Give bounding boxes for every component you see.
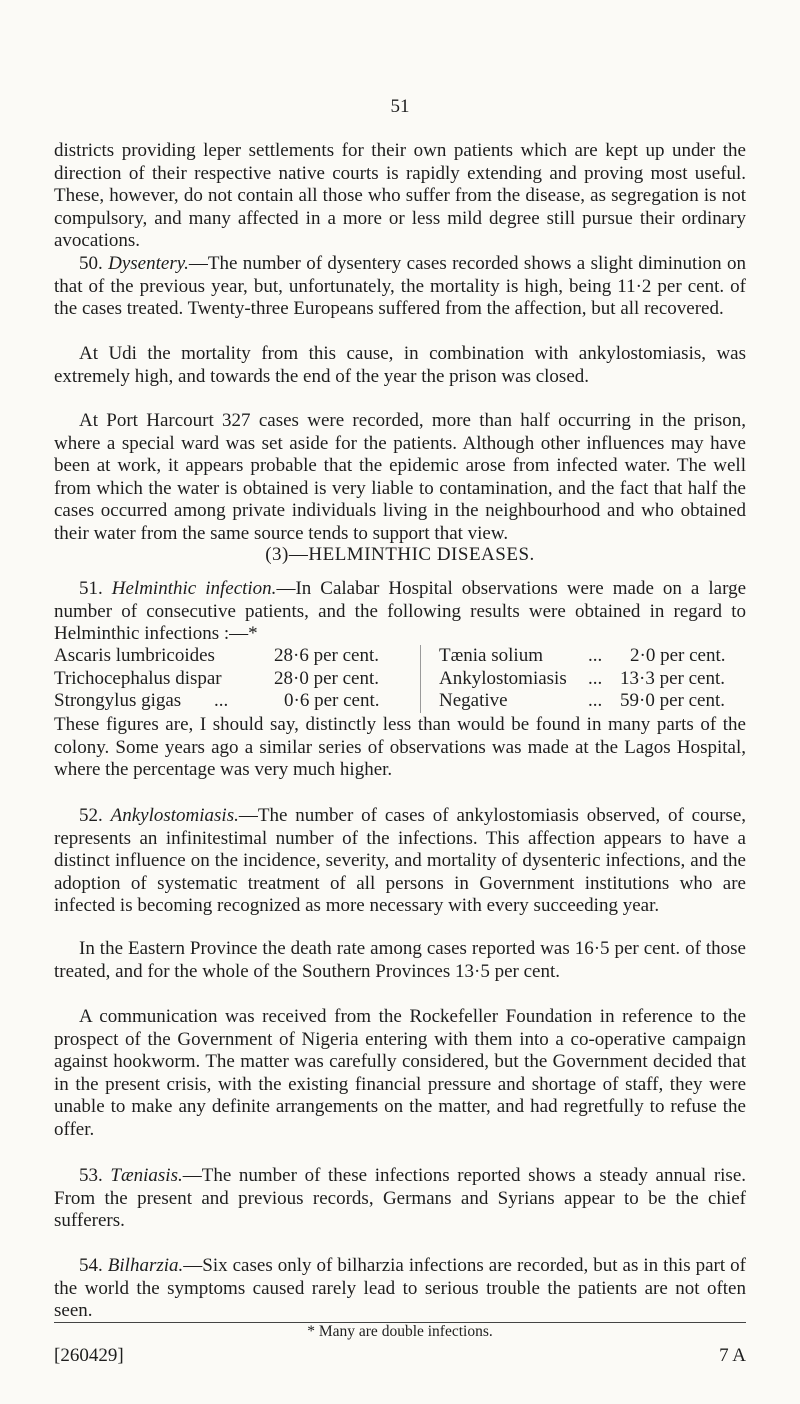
page-number: 51	[390, 96, 410, 117]
stats-value: 28·6 per cent.	[274, 645, 379, 666]
stats-name: Negative	[439, 690, 508, 711]
stats-value: 13·3 per cent.	[620, 667, 725, 689]
stats-column-right	[420, 645, 746, 713]
stats-value: 0·6 per cent.	[284, 690, 380, 711]
paragraph-udi-text: At Udi the mortality from this cause, in combination with ankylostomiasis, was extremely high, and towards the end of the year the prison was closed.	[54, 343, 746, 387]
paragraph-52-heading: Ankylostomiasis.	[110, 805, 239, 826]
stats-row	[430, 690, 746, 713]
footnote: * Many are double infections.	[307, 1323, 493, 1340]
paragraph-53-heading: Tæniasis.	[110, 1165, 183, 1186]
stats-dots: ...	[588, 690, 603, 711]
paragraph-50-number: 50.	[79, 253, 103, 274]
paragraph-51-text: —In Calabar Hospital observations were made on a large number of consecutive patients, and the following results were obtained in regard to Helminthic infections :—*	[54, 578, 747, 644]
stats-value: 2·0 per cent.	[630, 645, 726, 666]
paragraph-54-bilharzia	[54, 1255, 746, 1323]
signature-mark: 7 A	[719, 1345, 746, 1366]
paragraph-port-harcourt	[54, 410, 746, 545]
paragraph-figures	[54, 714, 746, 782]
stats-row	[430, 668, 746, 691]
paragraph-52-text: —The number of cases of ankylostomiasis observed, of course, represents an infinitestimal number of the infections. This affection appears to have a distinct influence on the incidence, severity, and mortality of dysenteric infections, and the adoption of systematic treatment of all persons in Government institutions who are infected is becoming recognized as more necessary with every succeeding year.	[54, 805, 746, 916]
paragraph-rockefeller-text: A communication was received from the Rockefeller Foundation in reference to the prospect of the Government of Nigeria entering with them into a co-operative campaign against hookworm. The matter was carefully considered, but the Government decided that in the present crisis, with the existing financial pressure and shortage of staff, they were unable to make any definite arrangements on the matter, and had regretfully to refuse the offer.	[54, 1006, 746, 1140]
paragraph-eastern-province	[54, 938, 746, 983]
stats-name: Tænia solium	[439, 645, 543, 666]
stats-dots: ...	[588, 667, 603, 689]
paragraph-50-heading: Dysentery.	[108, 253, 189, 274]
stats-value: 59·0 per cent.	[620, 690, 725, 711]
print-reference: [260429]	[54, 1345, 124, 1366]
paragraph-54-number: 54.	[79, 1255, 103, 1276]
paragraph-rockefeller	[54, 1006, 746, 1141]
stats-row	[430, 645, 746, 668]
paragraph-51-helminthic	[54, 578, 746, 646]
paragraph-udi	[54, 343, 746, 388]
paragraph-51-number: 51.	[79, 578, 103, 599]
stats-name: Strongylus gigas	[54, 690, 182, 711]
paragraph-figures-text: These figures are, I should say, distinctly less than would be found in many parts of the colony. Some years ago a similar series of observations was made at the Lagos Hospital, where the percentage was very much higher.	[54, 714, 746, 780]
stats-row	[54, 645, 394, 668]
stats-value: 28·0 per cent.	[274, 667, 379, 689]
stats-name: Trichocephalus dispar	[54, 667, 222, 689]
stats-column-left	[54, 645, 394, 713]
paragraph-52-ankylostomiasis	[54, 805, 746, 918]
stats-row	[54, 668, 394, 691]
paragraph-intro	[54, 140, 746, 253]
paragraph-54-text: —Six cases only of bilharzia infections are recorded, but as in this part of the world the symptoms caused rarely lead to serious trouble the patients are not often seen.	[54, 1255, 747, 1321]
stats-name: Ankylostomiasis	[439, 667, 567, 689]
stats-row	[54, 690, 394, 713]
stats-dots: ...	[214, 690, 229, 711]
paragraph-52-number: 52.	[79, 805, 103, 826]
paragraph-53-number: 53.	[79, 1165, 103, 1186]
paragraph-50-dysentery	[54, 253, 746, 321]
stats-name: Ascaris lumbricoides	[54, 645, 215, 666]
paragraph-51-heading: Helminthic infection.	[111, 578, 277, 599]
section-heading-helminthic: (3)—HELMINTHIC DISEASES.	[265, 544, 535, 565]
paragraph-53-taeniasis	[54, 1165, 746, 1233]
paragraph-eastern-province-text: In the Eastern Province the death rate among cases reported was 16·5 per cent. of those treated, and for the whole of the Southern Provinces 13·5 per cent.	[54, 938, 746, 982]
paragraph-53-text: —The number of these infections reported shows a steady annual rise. From the present and previous records, Germans and Syrians appear to be the chief sufferers.	[54, 1165, 747, 1231]
paragraph-50-text: —The number of dysentery cases recorded shows a slight diminution on that of the previous year, but, unfortunately, the mortality is high, being 11·2 per cent. of the cases treated. Twenty-three Europeans suffered from the affection, but all recovered.	[54, 253, 746, 319]
paragraph-port-harcourt-text: At Port Harcourt 327 cases were recorded, more than half occurring in the prison, where a special ward was set aside for the patients. Although other influences may have been at work, it appears probable that the epidemic arose from infected water. The well from which the water is obtained is very liable to contamination, and the fact that half the cases occurred among private individuals living in the neighbourhood and who obtained their water from the same source tends to support that view.	[54, 410, 746, 544]
paragraph-intro-text: districts providing leper settlements for their own patients which are kept up under the direction of their respective native courts is rapidly extending and proving most useful. These, however, do not contain all those who suffer from the disease, as segregation is not compulsory, and many affected in a more or less mild degree still pursue their ordinary avocations.	[54, 140, 746, 251]
stats-dots: ...	[588, 645, 603, 666]
paragraph-54-heading: Bilharzia.	[107, 1255, 184, 1276]
